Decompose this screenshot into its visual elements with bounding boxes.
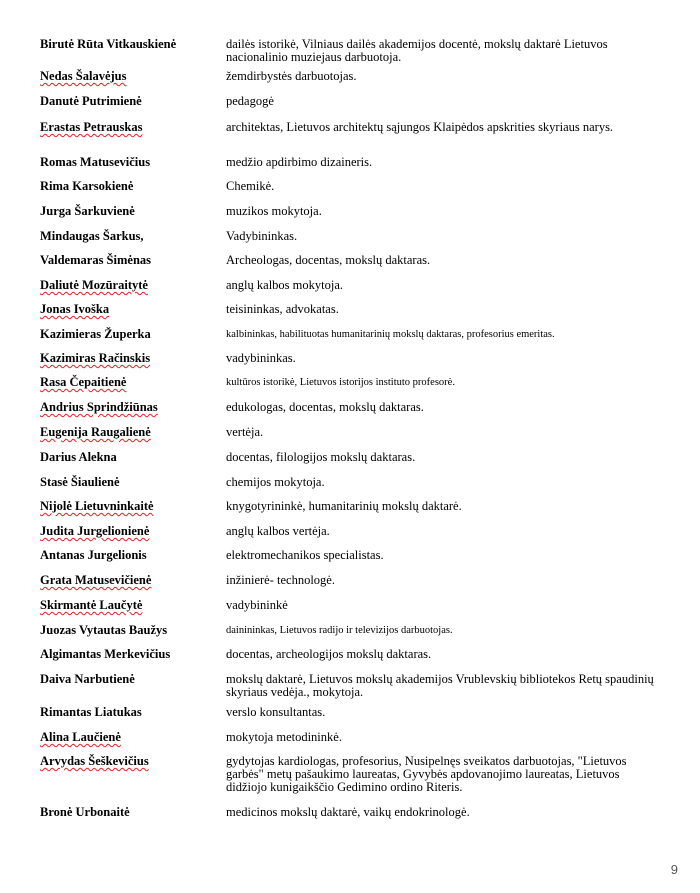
person-name: Rima Karsokienė — [40, 179, 134, 193]
list-item — [40, 352, 660, 376]
list-item — [40, 328, 660, 352]
list-item — [40, 500, 660, 525]
person-name: Juozas Vytautas Baužys — [40, 623, 168, 637]
person-description: Chemikė. — [226, 179, 275, 193]
person-name: Antanas Jurgelionis — [40, 548, 147, 562]
list-item — [40, 279, 660, 303]
list-item — [40, 451, 660, 476]
person-description: architektas, Lietuvos architektų sąjungos Klaipėdos apskrities skyriaus narys. — [226, 120, 614, 134]
list-item — [40, 70, 660, 95]
list-item — [40, 624, 660, 648]
person-description: vadybininkė — [226, 598, 288, 612]
person-description: medžio apdirbimo dizaineris. — [226, 155, 373, 169]
page-number: 9 — [670, 862, 678, 877]
list-item — [40, 574, 660, 599]
list-item — [40, 180, 660, 205]
list-item — [40, 38, 660, 70]
person-description: docentas, filologijos mokslų daktaras. — [226, 450, 416, 464]
list-item — [40, 95, 660, 121]
person-name: Daliutė Mozūraitytė — [40, 278, 148, 292]
person-name: Kazimiras Račinskis — [40, 351, 151, 365]
person-description: kalbininkas, habilituotas humanitarinių mokslų daktaras, profesorius emeritas. — [226, 329, 555, 340]
person-description: verslo konsultantas. — [226, 705, 326, 719]
person-name: Darius Alekna — [40, 450, 117, 464]
list-item — [40, 205, 660, 230]
list-item — [40, 230, 660, 254]
list-item — [40, 426, 660, 451]
person-name: Grata Matusevičienė — [40, 573, 152, 587]
list-item — [40, 254, 660, 279]
list-item — [40, 121, 660, 156]
list-item — [40, 755, 660, 806]
list-item — [40, 156, 660, 180]
person-description: teisininkas, advokatas. — [226, 302, 339, 316]
person-description: Archeologas, docentas, mokslų daktaras. — [226, 253, 431, 267]
person-description: kultūros istorikė, Lietuvos istorijos instituto profesorė. — [226, 377, 455, 388]
person-name: Romas Matusevičius — [40, 155, 151, 169]
person-description: gydytojas kardiologas, profesorius, Nusipelnęs sveikatos darbuotojas, "Lietuvos garbės" metų pašaukimo laureatas, Gyvybės apdovanojimo laureatas, Lietuvos didžiojo kunigaikščio Gedimino ordino Riteris. — [226, 754, 627, 794]
person-description: chemijos mokytoja. — [226, 475, 325, 489]
person-description: dailės istorikė, Vilniaus dailės akademijos docentė, mokslų daktarė Lietuvos nacionalinio muziejaus darbuotoja. — [226, 37, 608, 64]
person-name: Arvydas Šeškevičius — [40, 754, 149, 768]
list-item — [40, 476, 660, 500]
person-description: žemdirbystės darbuotojas. — [226, 69, 357, 83]
list-item — [40, 599, 660, 624]
list-item — [40, 303, 660, 328]
person-name: Stasė Šiaulienė — [40, 475, 120, 489]
person-name: Algimantas Merkevičius — [40, 647, 171, 661]
list-item — [40, 731, 660, 755]
list-item — [40, 648, 660, 673]
list-item — [40, 673, 660, 706]
person-name: Birutė Rūta Vitkauskienė — [40, 37, 177, 51]
person-description: vadybininkas. — [226, 351, 296, 365]
person-name: Nedas Šalavėjus — [40, 69, 127, 83]
person-name: Erastas Petrauskas — [40, 120, 143, 134]
person-name: Rimantas Liatukas — [40, 705, 142, 719]
person-description: mokslų daktarė, Lietuvos mokslų akademijos Vrublevskių bibliotekos Retų spaudinių skyriaus vedėja., mokytoja. — [226, 672, 654, 699]
list-item — [40, 549, 660, 574]
person-description: edukologas, docentas, mokslų daktaras. — [226, 400, 424, 414]
person-description: anglų kalbos mokytoja. — [226, 278, 343, 292]
person-name: Daiva Narbutienė — [40, 672, 135, 686]
person-name: Kazimieras Župerka — [40, 327, 151, 341]
person-description: muzikos mokytoja. — [226, 204, 322, 218]
person-description: medicinos mokslų daktarė, vaikų endokrinologė. — [226, 805, 470, 819]
person-description: pedagogė — [226, 94, 274, 108]
list-item — [40, 525, 660, 549]
person-name: Jonas Ivoška — [40, 302, 110, 316]
list-item — [40, 806, 660, 826]
person-description: anglų kalbos vertėja. — [226, 524, 330, 538]
list-item — [40, 376, 660, 401]
contributors-list — [40, 38, 660, 826]
person-name: Bronė Urbonaitė — [40, 805, 130, 819]
person-name: Eugenija Raugalienė — [40, 425, 151, 439]
list-item — [40, 401, 660, 426]
person-description: mokytoja metodininkė. — [226, 730, 342, 744]
person-name: Nijolė Lietuvninkaitė — [40, 499, 154, 513]
person-name: Alina Laučienė — [40, 730, 121, 744]
person-description: docentas, archeologijos mokslų daktaras. — [226, 647, 432, 661]
person-description: knygotyrininkė, humanitarinių mokslų daktarė. — [226, 499, 462, 513]
person-name: Rasa Čepaitienė — [40, 375, 127, 389]
person-name: Skirmantė Laučytė — [40, 598, 143, 612]
person-name: Judita Jurgelionienė — [40, 524, 150, 538]
person-name: Danutė Putrimienė — [40, 94, 142, 108]
list-item — [40, 706, 660, 731]
person-description: vertėja. — [226, 425, 264, 439]
person-description: elektromechanikos specialistas. — [226, 548, 384, 562]
person-description: inžinierė- technologė. — [226, 573, 335, 587]
person-name: Andrius Sprindžiūnas — [40, 400, 158, 414]
person-name: Jurga Šarkuvienė — [40, 204, 135, 218]
person-name: Valdemaras Šimėnas — [40, 253, 152, 267]
person-description: dainininkas, Lietuvos radijo ir televizijos darbuotojas. — [226, 625, 453, 636]
person-name: Mindaugas Šarkus, — [40, 229, 144, 243]
person-description: Vadybininkas. — [226, 229, 298, 243]
